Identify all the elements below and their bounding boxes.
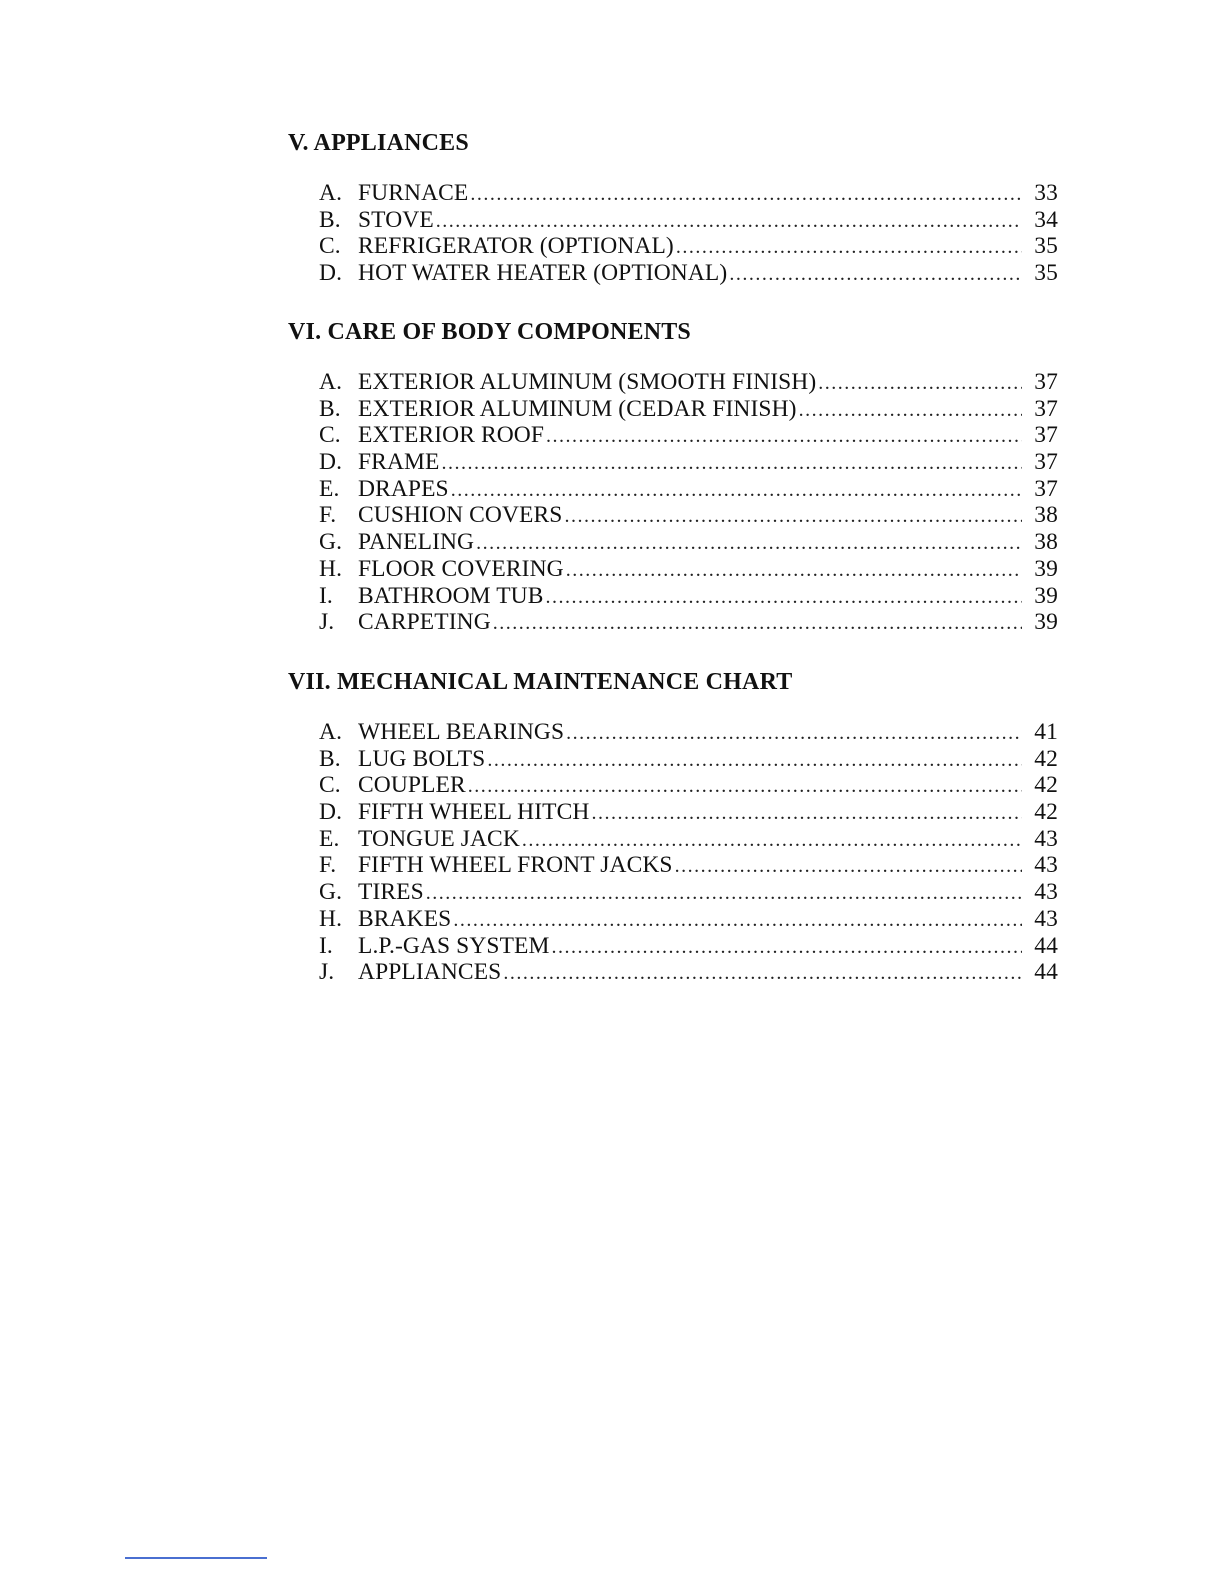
entry-page-number: 43 [1034,879,1058,906]
entry-page-number: 43 [1034,905,1058,932]
entry-page-number: 37 [1034,395,1058,422]
toc-entry-list [288,180,1058,287]
entry-label: REFRIGERATOR (OPTIONAL) [358,233,674,260]
dot-leader [818,370,1022,397]
entry-label: EXTERIOR ALUMINUM (CEDAR FINISH) [358,395,797,422]
entry-letter: C. [319,772,341,799]
entry-label: LUG BOLTS [358,745,486,772]
entry-page-number: 39 [1034,609,1058,636]
entry-label: COUPLER [358,772,466,799]
dot-leader [566,720,1022,747]
entry-letter: F. [319,502,337,529]
toc-entry [319,719,1058,746]
toc-entry [319,772,1058,799]
dot-leader [729,261,1022,288]
dot-leader [522,827,1022,854]
entry-letter: B. [319,206,341,233]
section-heading [288,667,1058,697]
entry-letter: C. [319,233,341,260]
dot-leader [676,234,1022,261]
toc-entry [319,609,1058,636]
toc-section-mechanical-maintenance-chart [288,667,1058,986]
entry-label: FIFTH WHEEL FRONT JACKS [358,852,673,879]
toc-entry [319,933,1058,960]
entry-letter: G. [319,529,343,556]
dot-leader [468,773,1022,800]
entry-label: DRAPES [358,475,449,502]
section-numeral: V. [288,130,309,156]
toc-section-care-of-body-components [288,317,1058,636]
dot-leader [453,907,1022,934]
entry-page-number: 35 [1034,260,1058,287]
entry-letter: E. [319,825,340,852]
dot-leader [493,610,1022,637]
entry-page-number: 42 [1034,745,1058,772]
section-heading [288,317,1058,347]
toc-entry [319,449,1058,476]
entry-letter: D. [319,799,343,826]
toc-entry [319,260,1058,287]
dot-leader [564,503,1022,530]
dot-leader [441,450,1022,477]
toc-entry [319,583,1058,610]
section-title: CARE OF BODY COMPONENTS [327,319,691,345]
entry-label: CARPETING [358,609,491,636]
entry-letter: B. [319,745,341,772]
entry-label: BRAKES [358,905,452,932]
dot-leader [451,477,1022,504]
section-numeral: VII. [288,669,331,695]
entry-label: FIFTH WHEEL HITCH [358,799,590,826]
section-title: APPLIANCES [313,130,469,156]
dot-leader [476,530,1022,557]
toc-entry [319,529,1058,556]
entry-page-number: 37 [1034,369,1058,395]
entry-letter: G. [319,879,343,906]
dot-leader [503,960,1022,987]
entry-label: TIRES [358,879,424,906]
entry-page-number: 44 [1034,932,1058,959]
entry-label: TONGUE JACK [358,825,520,852]
toc-entry [319,826,1058,853]
entry-page-number: 39 [1034,582,1058,609]
entry-label: FRAME [358,449,440,476]
entry-label: WHEEL BEARINGS [358,719,565,745]
entry-letter: I. [319,582,333,609]
toc-entry [319,476,1058,503]
toc-entry [319,422,1058,449]
entry-page-number: 38 [1034,502,1058,529]
entry-letter: F. [319,852,337,879]
entry-label: L.P.-GAS SYSTEM [358,932,550,959]
toc-entry-list [288,369,1058,636]
section-numeral: VI. [288,319,322,345]
entry-label: APPLIANCES [358,959,502,986]
entry-label: HOT WATER HEATER (OPTIONAL) [358,260,728,287]
toc-entry [319,852,1058,879]
entry-page-number: 34 [1034,206,1058,233]
toc-entry [319,959,1058,986]
entry-page-number: 43 [1034,825,1058,852]
entry-page-number: 37 [1034,475,1058,502]
toc-entry [319,879,1058,906]
entry-label: BATHROOM TUB [358,582,544,609]
dot-leader [546,423,1022,450]
toc-entry [319,369,1058,396]
entry-letter: C. [319,422,341,449]
dot-leader [675,853,1022,880]
entry-page-number: 35 [1034,233,1058,260]
scan-artifact-line [125,1557,267,1559]
entry-label: EXTERIOR ROOF [358,422,545,449]
entry-label: FLOOR COVERING [358,555,564,582]
toc-entry [319,556,1058,583]
toc-entry [319,746,1058,773]
dot-leader [470,181,1022,208]
entry-letter: A. [319,719,343,745]
dot-leader [799,397,1022,424]
toc-entry [319,502,1058,529]
toc-entry [319,207,1058,234]
dot-leader [426,880,1022,907]
toc-entry [319,799,1058,826]
entry-page-number: 42 [1034,799,1058,826]
toc-section-appliances [288,128,1058,287]
section-heading [288,128,1058,158]
toc-entry [319,906,1058,933]
entry-page-number: 33 [1034,180,1058,206]
entry-page-number: 42 [1034,772,1058,799]
section-title: MECHANICAL MAINTENANCE CHART [337,669,793,695]
entry-letter: I. [319,932,333,959]
entry-letter: J. [319,959,335,986]
dot-leader [436,208,1022,235]
entry-page-number: 39 [1034,555,1058,582]
entry-page-number: 37 [1034,449,1058,476]
dot-leader [591,800,1022,827]
toc-entry [319,180,1058,207]
entry-letter: H. [319,555,343,582]
dot-leader [552,934,1023,961]
entry-label: FURNACE [358,180,469,206]
entry-letter: H. [319,905,343,932]
entry-page-number: 41 [1034,719,1058,745]
dot-leader [546,584,1022,611]
entry-letter: D. [319,449,343,476]
dot-leader [487,747,1022,774]
entry-label: PANELING [358,529,475,556]
entry-letter: B. [319,395,341,422]
entry-label: EXTERIOR ALUMINUM (SMOOTH FINISH) [358,369,817,395]
entry-page-number: 37 [1034,422,1058,449]
toc-entry-list [288,719,1058,986]
entry-page-number: 43 [1034,852,1058,879]
entry-letter: J. [319,609,335,636]
toc-entry [319,396,1058,423]
entry-page-number: 44 [1034,959,1058,986]
entry-letter: A. [319,369,343,395]
entry-letter: A. [319,180,343,206]
entry-label: CUSHION COVERS [358,502,563,529]
entry-letter: E. [319,475,340,502]
dot-leader [566,557,1022,584]
entry-letter: D. [319,260,343,287]
toc-entry [319,233,1058,260]
entry-label: STOVE [358,206,434,233]
entry-page-number: 38 [1034,529,1058,556]
